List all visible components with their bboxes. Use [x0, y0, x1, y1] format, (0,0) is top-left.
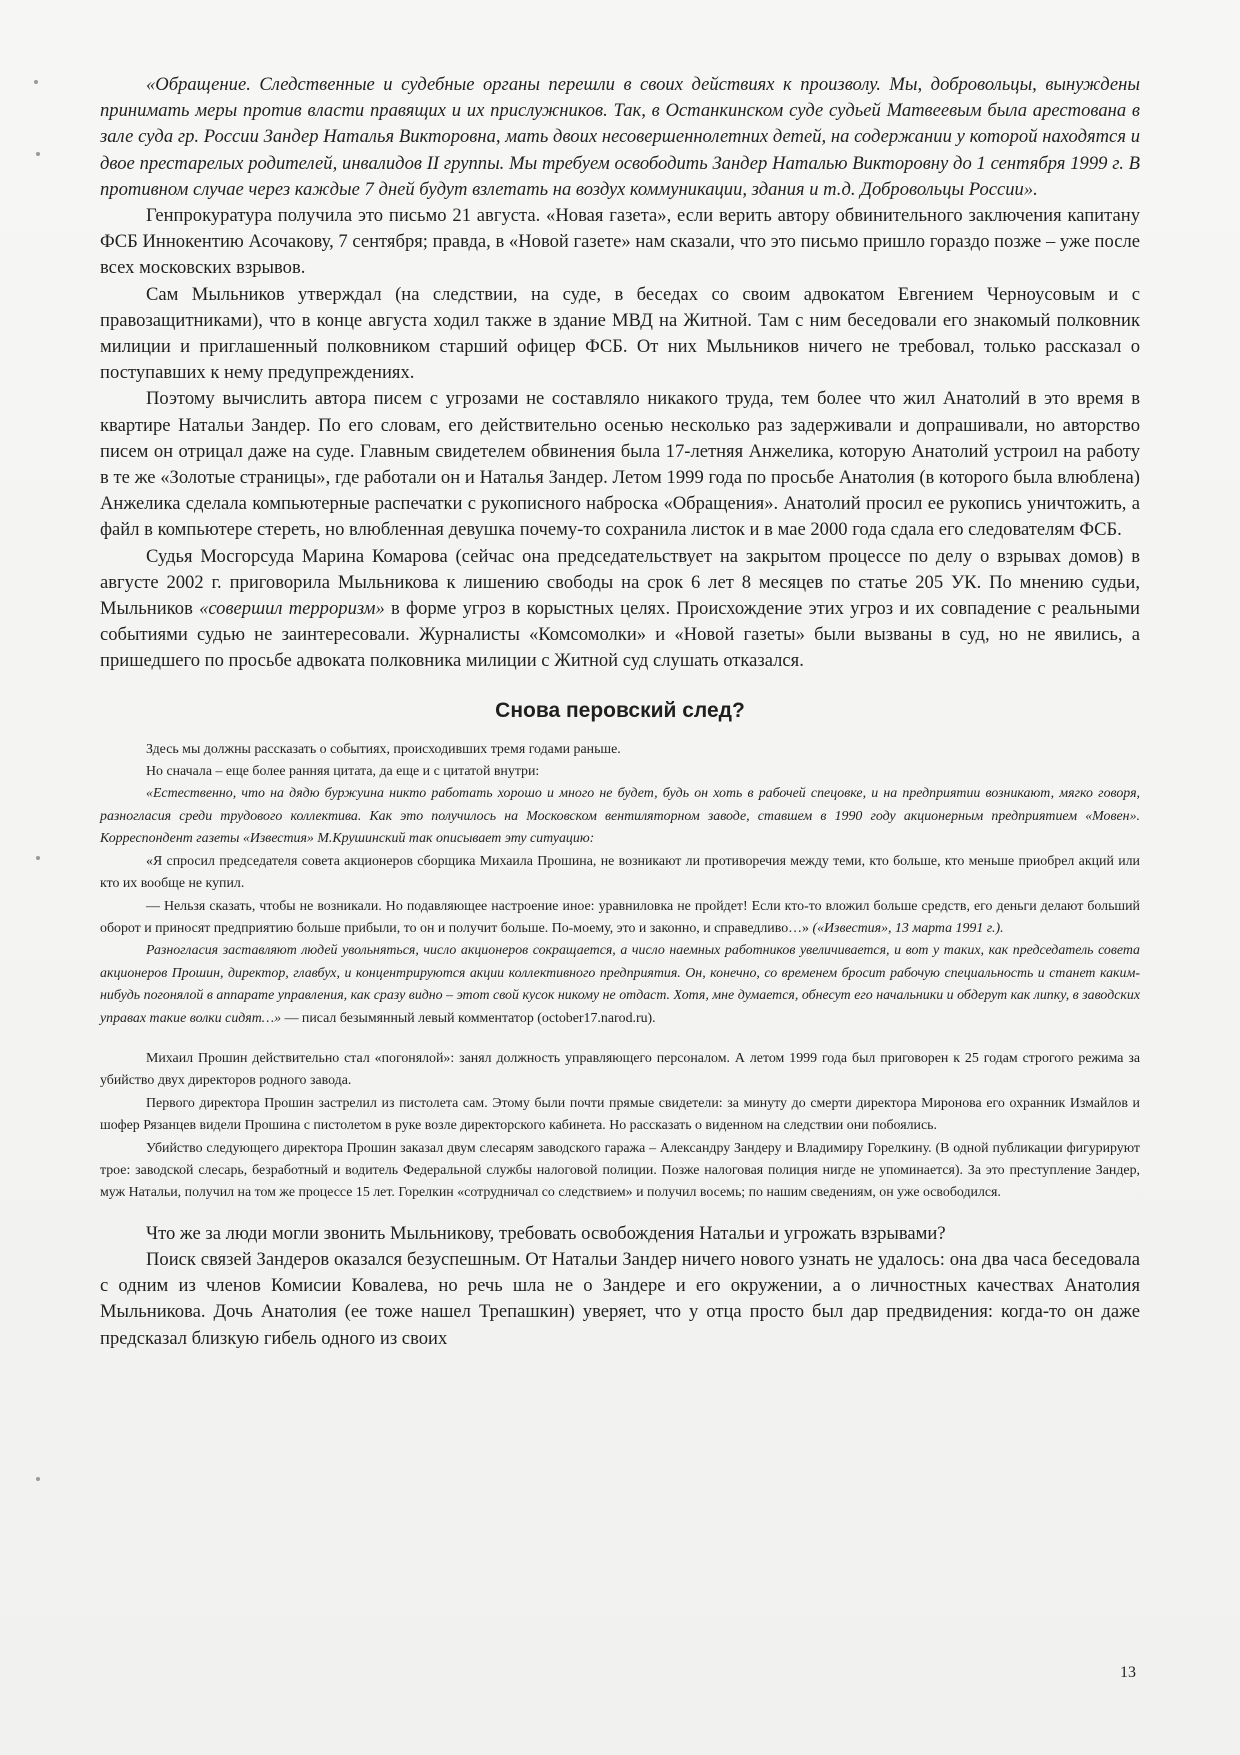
page-number: 13	[1120, 1664, 1136, 1681]
paragraph: Поиск связей Зандеров оказался безуспешным. От Натальи Зандер ничего нового узнать не удалось: она два часа беседовала с одним из членов Комисии Ковалева, но речь шла не о Зандере и его окружении, а о личностных качествах Анатолия Мыльникова. Дочь Анатолия (ее тоже нашел Трепашкин) уверяет, что у отца просто был дар предвидения: когда-то он даже предсказал близкую гибель одного из своих	[100, 1249, 1140, 1349]
paragraph: Сам Мыльников утверждал (на следствии, на суде, в беседах со своим адвокатом Евгением Черноусовым и с правозащитниками), что в конце августа ходил также в здание МВД на Житной. Там с ним беседовали его знакомый полковник милиции и приглашенный полковником старший офицер ФСБ. От них Мыльников ничего не требовал, только рассказал о поступавших к нему предупреждениях.	[100, 283, 1140, 384]
scan-speck	[36, 1477, 40, 1481]
paragraph: Поэтому вычислить автора писем с угрозами не составляло никакого труда, тем более что жил Анатолий в это время в квартире Натальи Зандер. По его словам, его действительно осенью несколько раз задерживали и допрашивали, но авторство писем он отрицал даже на суде. Главным свидетелем обвинения была 17-летняя Анжелика, которую Анатолий устроил на работу в те же «Золотые страницы», где работали он и Наталья Зандер. Летом 1999 года по просьбе Анатолия (в которого была влюблена) Анжелика сделала компьютерные распечатки с рукописного наброска «Обращения». Анатолий просил ее рукопись уничтожить, а файл в компьютере стереть, но влюбленная девушка почему-то сохранила листок и в мае 2000 года сдала его следователям ФСБ.	[100, 388, 1140, 541]
paragraph: Убийство следующего директора Прошин заказал двум слесарям заводского гаража – Александру Зандеру и Владимиру Горелкину. (В одной публикации фигурируют трое: заводской слесарь, безработный и водитель Федеральной службы налоговой полиции. Позже налоговая полиция нигде не упоминается). За это преступление Зандер, муж Натальи, получил на том же процессе 15 лет. Горелкин «сотрудничал со следствием» и получил восемь; по нашим сведениям, он уже освободился.	[100, 1140, 1140, 1201]
top-section	[100, 72, 1140, 1352]
quote-run: Разногласия заставляют людей увольняться, число акционеров сокращается, а число наемных работников увеличивается, и вот у таких, как председатель совета акционеров Прошин, директор, главбух, и концентрируются акции коллективного предприятия. Он, конечно, со временем бросит рабочую специальность и станет каким-нибудь погонялой в аппарате управления, как сразу видно – этот свой кусок никому не отдаст. Хотя, мне думается, обнесут его начальники и обдерут как липку, в заводских управах такие волки сидят…»	[100, 943, 1140, 1026]
quote-paragraph: «Естественно, что на дядю буржуина никто работать хорошо и много не будет, будь он хоть в рабочей спецовке, и на предприятии возникают, мягко говоря, разногласия среди трудового коллектива. Как это получилось на Московском вентиляторном заводе, ставшем в 1990 году акционерным предприятием «Мовен». Корреспондент газеты «Известия» М.Крушинский так описывает эту ситуацию:	[100, 786, 1140, 847]
text-run: в форме угроз в корыстных целях. Происхождение этих угроз и их совпадение с реальными событиями судью не заинтересовали. Журналисты «Комсомолки» и «Новой газеты» были вызваны в суд, но не явились, а пришедшего по просьбе адвоката полковника милиции с Житной суд слушать отказался.	[100, 598, 1140, 672]
paragraph: Здесь мы должны рассказать о событиях, происходивших тремя годами раньше.	[146, 741, 621, 757]
text-run: — Нельзя сказать, чтобы не возникали. Но подавляющее настроение иное: уравниловка не пройдет! Если кто-то вложил больше средств, его деньги делают больший оборот и приносят предприятию больше прибыли, то он и получит больше. По-моему, это и законно, и справедливо…»	[100, 898, 1140, 936]
scan-speck	[36, 152, 40, 156]
paragraph: Михаил Прошин действительно стал «погонялой»: занял должность управляющего персоналом. А летом 1999 года был приговорен к 25 годам строгого режима за убийство двух директоров родного завода.	[100, 1050, 1140, 1089]
paragraph: «Я спросил председателя совета акционеров сборщика Михаила Прошина, не возникают ли противоречия между теми, кто больше, кто меньше приобрел акций или кто их вообще не купил.	[100, 853, 1140, 892]
paragraph: Но сначала – еще более ранняя цитата, да еще и с цитатой внутри:	[146, 764, 540, 780]
section-heading: Снова перовский след?	[495, 698, 745, 722]
scan-speck	[34, 80, 38, 84]
bottom-section	[100, 1221, 1140, 1352]
paragraph	[100, 896, 1140, 941]
text-run: Судья Мосгорсуда Марина Комарова (сейчас она председательствует на закрытом процессе по делу о взрывах домов) в августе 2002 г. приговорила Мыльникова к лишению свободы на срок 6 лет 8 месяцев по статье 205 УК. По мнению судьи, Мыльников	[100, 545, 1140, 620]
text-run: — писал безымянный левый комментатор (october17.narod.ru).	[281, 1010, 656, 1026]
small-print-section	[100, 739, 1140, 1205]
italic-quote: «совершил терроризм»	[199, 598, 385, 620]
citation: («Известия», 13 марта 1991 г.).	[812, 920, 1004, 936]
scan-speck	[36, 856, 40, 860]
paragraph: Генпрокуратура получила это письмо 21 августа. «Новая газета», если верить автору обвинительного заключения капитану ФСБ Иннокентию Асочакову, 7 сентября; правда, в «Новой газете» нам сказали, что это письмо пришло гораздо позже – уже после всех московских взрывов.	[100, 205, 1140, 279]
paragraph-komarova	[100, 544, 1140, 675]
paragraph	[100, 940, 1140, 1030]
appeal-quote: «Обращение. Следственные и судебные органы перешли в своих действиях к произволу. Мы, добровольцы, вынуждены принимать меры против власти правящих и их прислужников. Так, в Останкинском суде судьей Матвеевым была арестована в зале суда гр. России Зандер Наталья Викторовна, мать двоих несовершеннолетних детей, на содержании у которой находятся и двое престарелых родителей, инвалидов II группы. Мы требуем освободить Зандер Наталью Викторовну до 1 сентября 1999 г. В противном случае через каждые 7 дней будут взлетать на воздух коммуникации, здания и т.д. Добровольцы России».	[100, 74, 1140, 200]
paragraph: Первого директора Прошин застрелил из пистолета сам. Этому были почти прямые свидетели: за минуту до смерти директора Миронова его охранник Измайлов и шофер Рязанцев видели Прошина с пистолетом в руке возле директорского кабинета. Но рассказать о виденном на следствии они побоялись.	[100, 1095, 1140, 1134]
paragraph: Что же за люди могли звонить Мыльникову, требовать освобождения Натальи и угрожать взрывами?	[146, 1222, 946, 1244]
